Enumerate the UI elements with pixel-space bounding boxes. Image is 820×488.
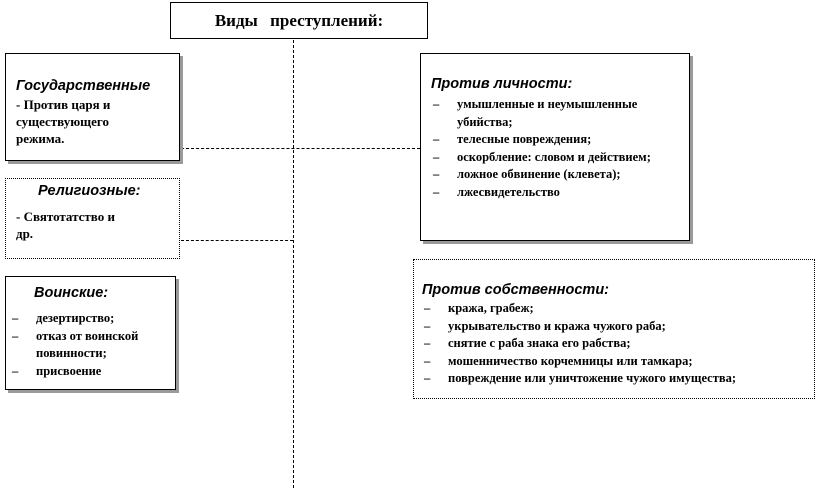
crimes-against-person-list: [431, 96, 679, 201]
list-item: – телесные повреждения;: [431, 131, 679, 149]
list-item: – отказ от воинской повинности;: [10, 328, 169, 363]
center-connector-line: [293, 40, 294, 488]
list-item: – снятие с раба знака его рабства;: [422, 335, 808, 353]
religious-crimes-description: [16, 208, 171, 242]
list-item: – ложное обвинение (клевета);: [431, 166, 679, 184]
state-crimes-line: режима.: [16, 131, 65, 146]
crimes-against-person-box: [420, 53, 690, 241]
state-crimes-line: - Против царя и: [16, 97, 111, 112]
list-item: – кража, грабеж;: [422, 300, 808, 318]
crimes-against-person-heading: Против личности:: [431, 76, 573, 92]
state-crimes-description: [16, 96, 171, 147]
crimes-against-property-list: [422, 300, 808, 388]
connector-state-person: [181, 148, 420, 149]
list-item: – оскорбление: словом и действием;: [431, 149, 679, 167]
religious-crimes-heading: Религиозные:: [38, 183, 141, 199]
military-crimes-heading: Воинские:: [34, 285, 109, 301]
crimes-against-property-heading: Против собственности:: [422, 282, 610, 298]
list-item: – дезертирство;: [10, 310, 169, 328]
state-crimes-heading: Государственные: [16, 78, 151, 94]
list-item: – присвоение: [10, 363, 169, 381]
list-item: – лжесвидетельство: [431, 184, 679, 202]
religious-crimes-line: др.: [16, 226, 34, 241]
diagram-title-text: Виды преступлений:: [214, 10, 384, 30]
state-crimes-line: существующего: [16, 114, 109, 129]
state-crimes-box: [5, 53, 180, 161]
crimes-against-property-box: [413, 259, 815, 399]
military-crimes-box: [5, 276, 176, 390]
connector-religious: [181, 240, 293, 241]
list-item: – укрывательство и кража чужого раба;: [422, 318, 808, 336]
list-item: – умышленные и неумышленные убийства;: [431, 96, 679, 131]
religious-crimes-line: - Святотатство и: [16, 209, 115, 224]
military-crimes-list: [10, 310, 169, 380]
list-item: – повреждение или уничтожение чужого имущества;: [422, 370, 808, 388]
diagram-title: [170, 2, 428, 39]
list-item: – мошенничество корчемницы или тамкара;: [422, 353, 808, 371]
religious-crimes-box: [5, 178, 180, 259]
